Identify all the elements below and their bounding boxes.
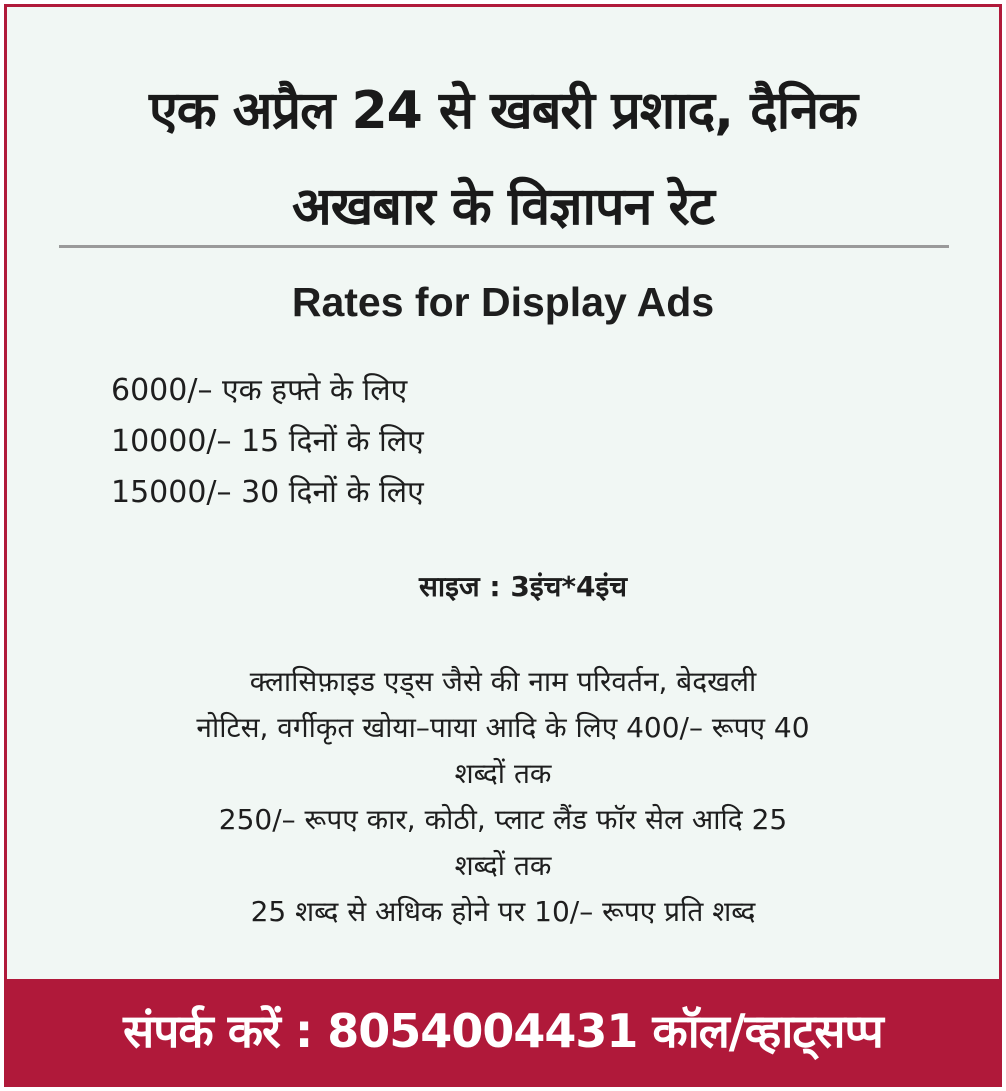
headline-line-1: एक अप्रैल 24 से खबरी प्रशाद, दैनिक (148, 81, 858, 141)
contact-text: संपर्क करें : 8054004431 कॉल/व्हाट्सप्प (123, 1004, 883, 1058)
classified-line: 250/– रूपए कार, कोठी, प्लाट लैंड फॉर सेल आदि 25 (218, 803, 788, 836)
rate-item-30-days: 15000/– 30 दिनों के लिए (111, 475, 424, 510)
headline (7, 63, 999, 255)
display-ad-rates (111, 365, 424, 518)
classified-rates (47, 659, 959, 935)
classified-line: क्लासिफ़ाइड एड्स जैसे की नाम परिवर्तन, बेदखली (249, 665, 757, 698)
classified-line: 25 शब्द से अधिक होने पर 10/– रूपए प्रति शब्द (250, 895, 756, 928)
display-ads-title: Rates for Display Ads (291, 279, 715, 325)
rate-item-15-days: 10000/– 15 दिनों के लिए (111, 424, 424, 459)
headline-line-2: अखबार के विज्ञापन रेट (292, 177, 714, 237)
ad-rate-card (4, 4, 1002, 1087)
classified-line: शब्दों तक (454, 849, 552, 882)
ad-size: साइज : 3इंच*4इंच (418, 570, 628, 603)
classified-line: शब्दों तक (454, 757, 552, 790)
divider (59, 245, 949, 248)
contact-banner (7, 979, 999, 1084)
rate-item-week: 6000/– एक हफ्ते के लिए (111, 373, 408, 408)
classified-line: नोटिस, वर्गीकृत खोया–पाया आदि के लिए 400/– रूपए 40 (196, 711, 810, 744)
